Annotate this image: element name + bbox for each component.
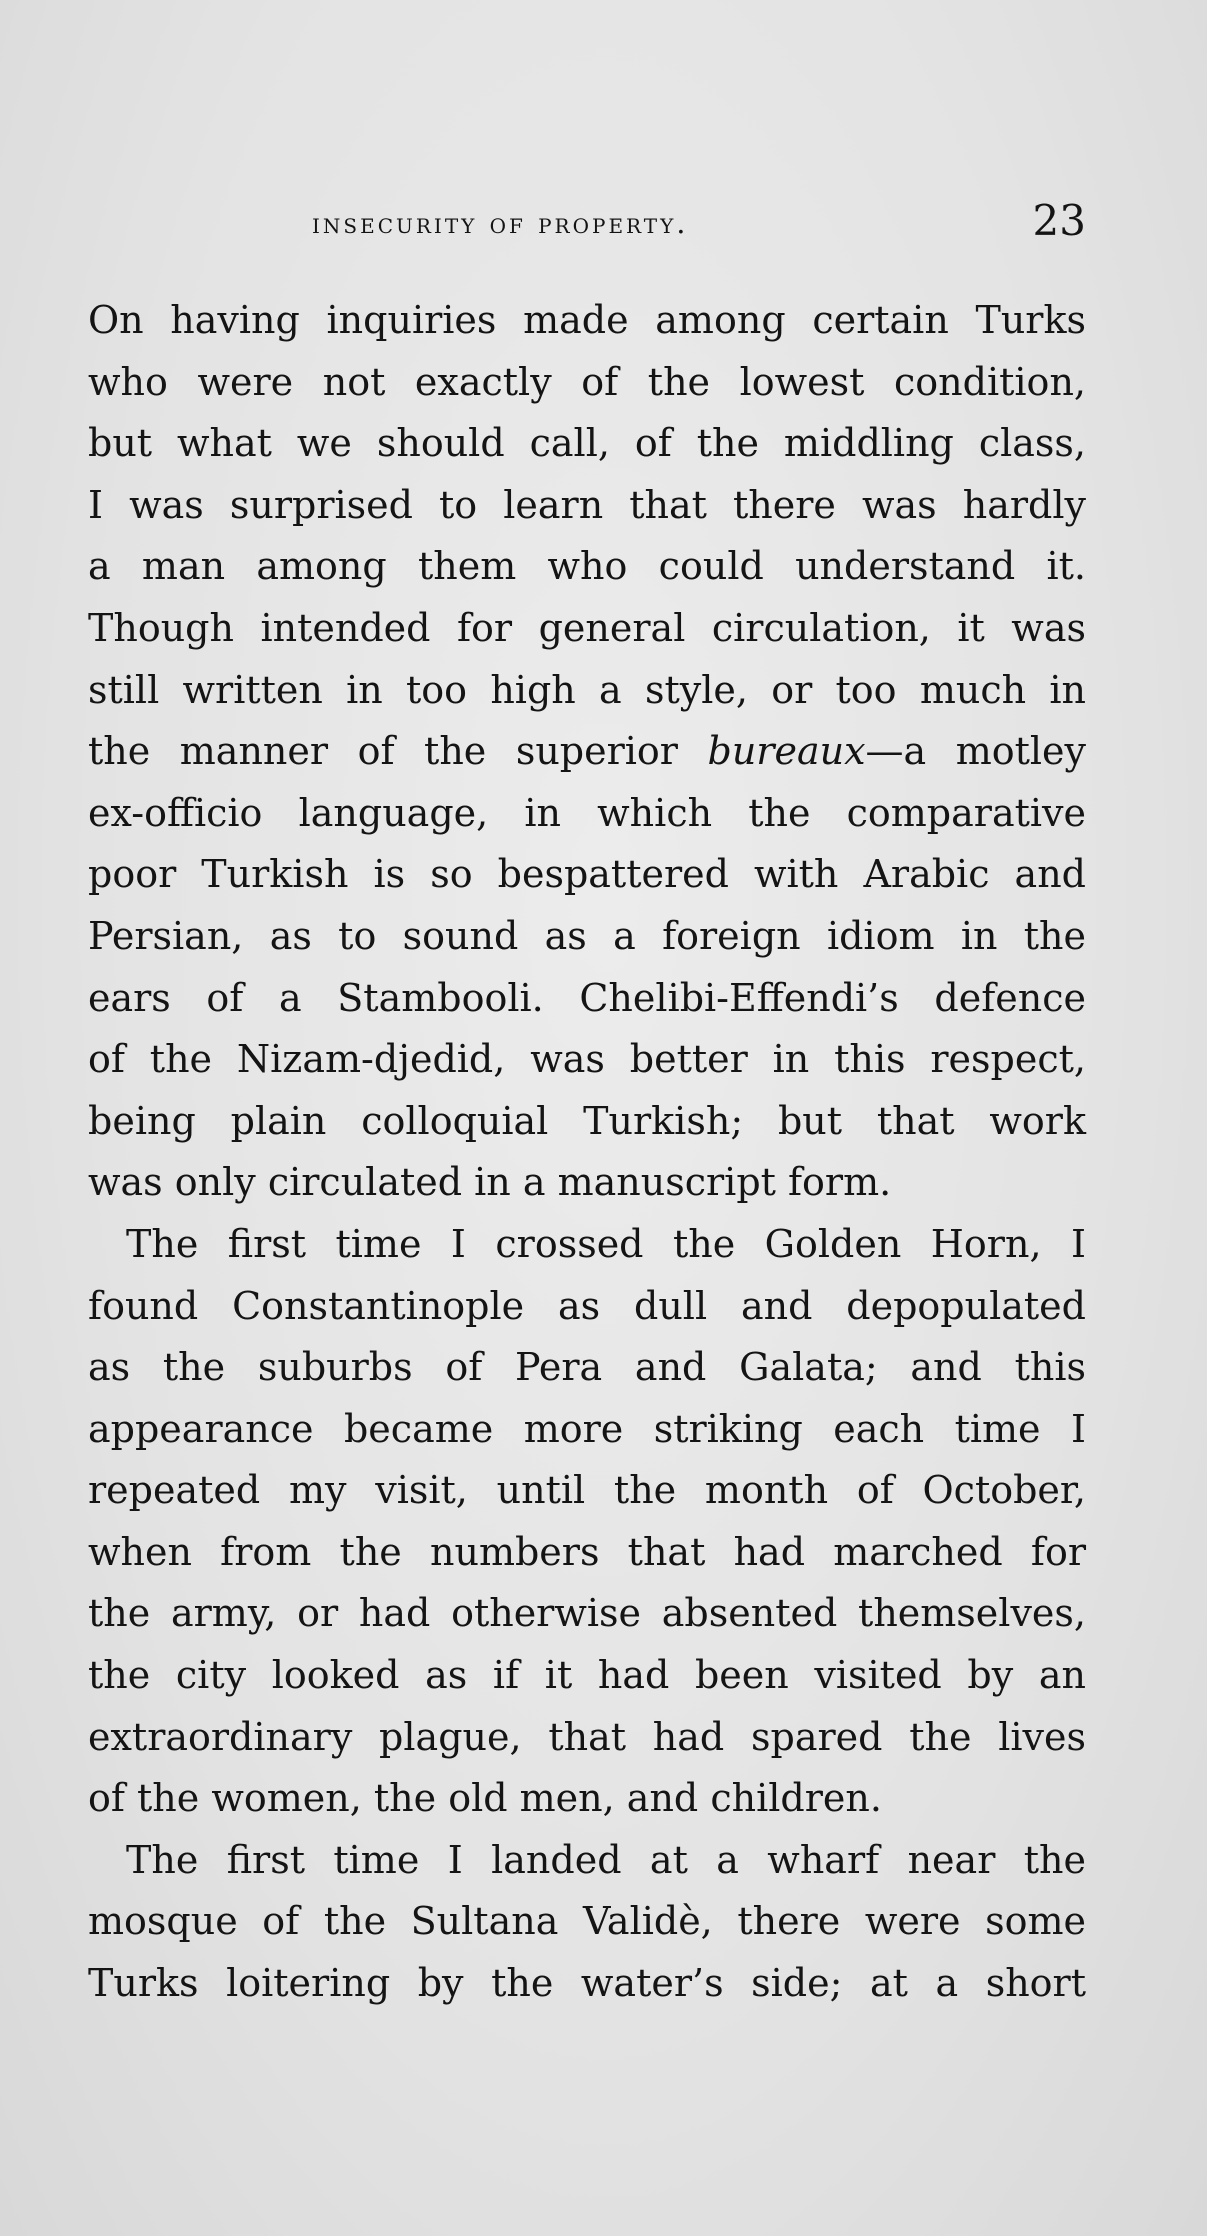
text-run: —a motley <box>865 729 1086 774</box>
text-line: but what we should call, of the middling class, <box>88 421 1086 466</box>
text-line: found Constantinople as dull and depopulated <box>88 1283 1086 1328</box>
running-head <box>88 196 1086 246</box>
text-line: as the suburbs of Pera and Galata; and this <box>88 1345 1086 1390</box>
italic-term: bureaux <box>707 729 866 774</box>
body-text <box>88 290 1086 2015</box>
text-line <box>88 721 1086 783</box>
text-line: Though intended for general circulation, it was <box>88 605 1086 650</box>
text-line: The first time I landed at a wharf near the <box>126 1837 1086 1882</box>
text-line: still written in too high a style, or too much in <box>88 667 1086 712</box>
text-line: of the Nizam-djedid, was better in this respect, <box>88 1037 1086 1082</box>
text-line: appearance became more striking each time I <box>88 1406 1086 1451</box>
text-line: being plain colloquial Turkish; but that work <box>88 1098 1086 1143</box>
text-line: when from the numbers that had marched for <box>88 1529 1086 1574</box>
text-line: repeated my visit, until the month of October, <box>88 1468 1086 1513</box>
text-line: The first time I crossed the Golden Horn, I <box>126 1221 1086 1266</box>
text-line: extraordinary plague, that had spared the lives <box>88 1714 1086 1759</box>
text-line: who were not exactly of the lowest condition, <box>88 359 1086 404</box>
text-line: a man among them who could understand it. <box>88 544 1086 589</box>
text-run: the manner of the superior <box>88 729 708 774</box>
text-line: mosque of the Sultana Validè, there were some <box>88 1899 1086 1944</box>
text-line: ears of a Stambooli. Chelibi-Effendi’s defence <box>88 975 1086 1020</box>
text-line: was only circulated in a manuscript form. <box>88 1160 892 1205</box>
text-line: the army, or had otherwise absented themselves, <box>88 1591 1086 1636</box>
text-line: the city looked as if it had been visited by an <box>88 1653 1086 1698</box>
text-line: Persian, as to sound as a foreign idiom in the <box>88 913 1086 958</box>
text-line: poor Turkish is so bespattered with Arabic and <box>88 852 1086 897</box>
page-number: 23 <box>1032 196 1086 245</box>
text-line: Turks loitering by the water’s side; at a short <box>88 1961 1086 2006</box>
text-line: ex-officio language, in which the comparative <box>88 790 1086 835</box>
text-line: of the women, the old men, and children. <box>88 1776 882 1821</box>
text-line: On having inquiries made among certain Turks <box>88 298 1086 342</box>
running-title: insecurity of property. <box>312 206 689 240</box>
text-line: I was surprised to learn that there was hardly <box>88 482 1086 527</box>
